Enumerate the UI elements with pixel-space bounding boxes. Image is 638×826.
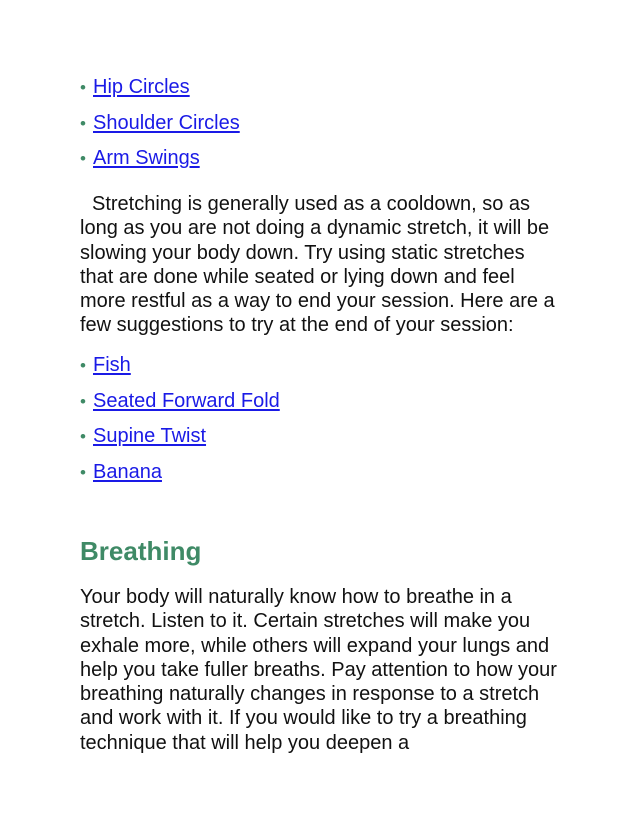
link-hip-circles[interactable]: Hip Circles <box>93 76 190 98</box>
link-supine-twist[interactable]: Supine Twist <box>93 425 207 447</box>
bullet-icon: • <box>80 149 86 168</box>
list-item <box>80 75 240 100</box>
link-banana[interactable]: Banana <box>93 460 162 483</box>
list-item <box>80 460 280 485</box>
cooldown-link-list <box>80 353 280 495</box>
list-item <box>80 353 280 378</box>
link-seated-forward-fold[interactable]: Seated Forward Fold <box>93 389 280 412</box>
list-item <box>80 424 280 449</box>
link-shoulder-circles[interactable]: Shoulder Circles <box>93 111 240 134</box>
breathing-paragraph: Your body will naturally know how to breathe in a stretch. Listen to it. Certain stretches will make you exhale more, while others will expand your lungs and help you take fuller breaths. Pay attention to how your breathing naturally changes in response to a stretch and work with it. If you would like to try a breathing technique that will help you deepen a <box>80 586 557 754</box>
bullet-icon: • <box>80 356 86 375</box>
warmup-link-list <box>80 75 240 182</box>
bullet-icon: • <box>80 462 86 482</box>
link-fish[interactable]: Fish <box>93 354 131 376</box>
link-arm-swings[interactable]: Arm Swings <box>93 147 200 169</box>
stretching-paragraph: Stretching is generally used as a cooldown, so as long as you are not doing a dynamic stretch, it will be slowing your body down. Try using static stretches that are done while seated or lying down and feel more restful as a way to end your session. Here are a few suggestions to try at the end of your session: <box>80 193 555 337</box>
bullet-icon: • <box>80 427 86 446</box>
bullet-icon: • <box>80 113 86 133</box>
bullet-icon: • <box>80 391 86 411</box>
list-item <box>80 389 280 414</box>
list-item <box>80 146 240 171</box>
list-item <box>80 111 240 136</box>
section-heading-breathing: Breathing <box>80 536 202 566</box>
bullet-icon: • <box>80 78 86 97</box>
